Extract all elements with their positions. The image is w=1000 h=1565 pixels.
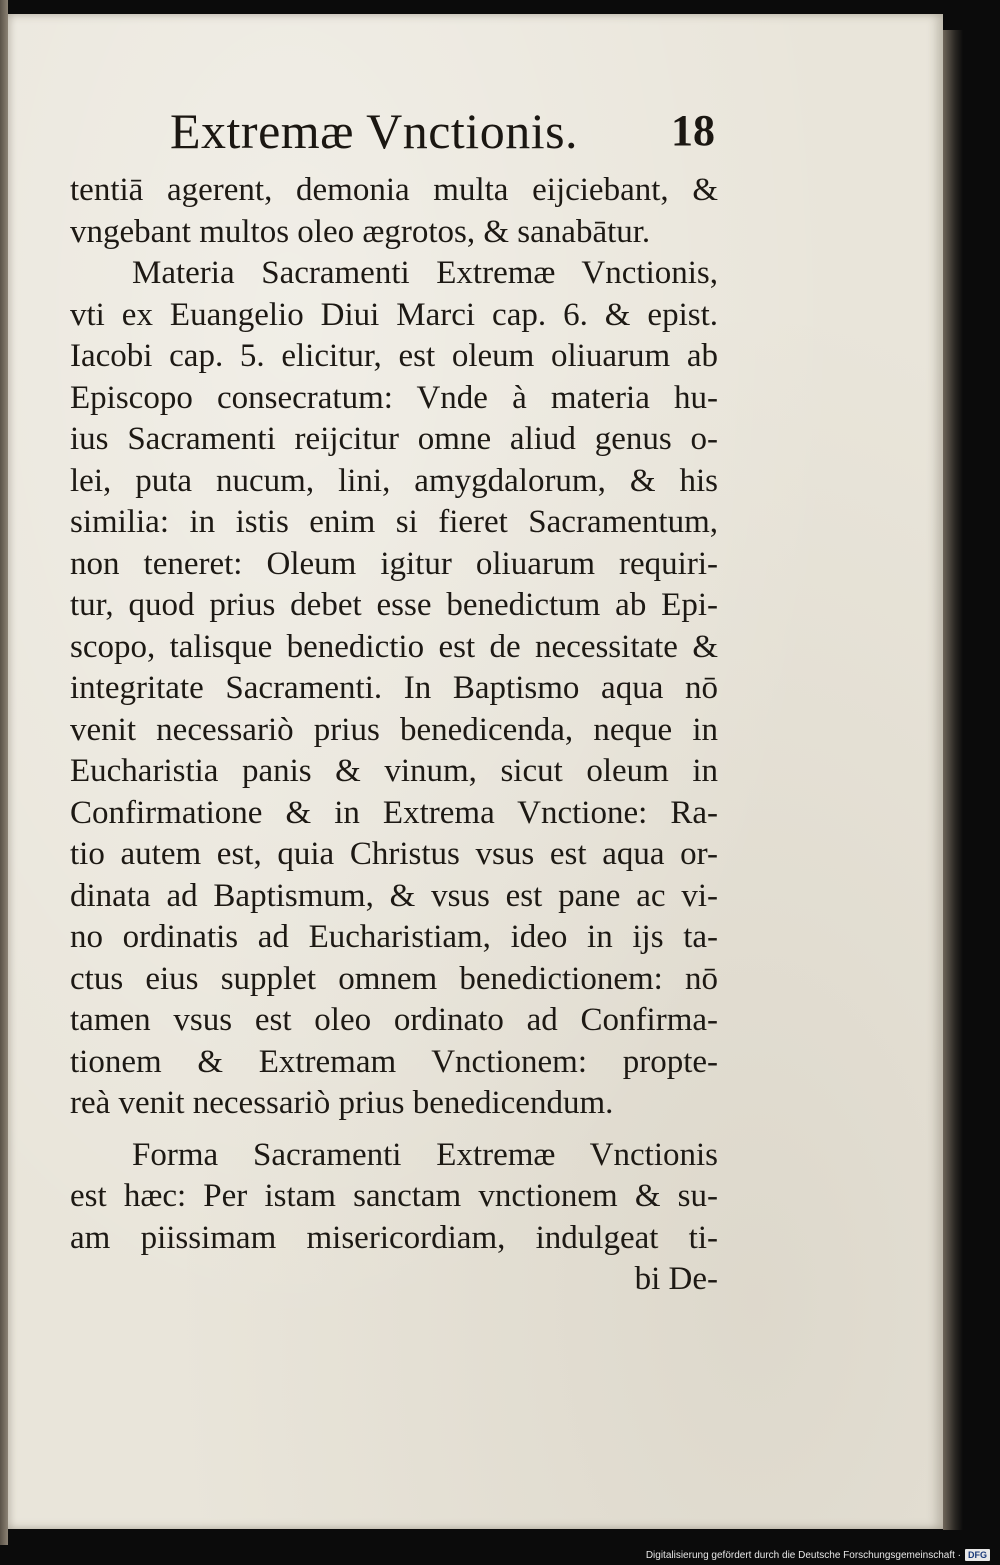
text-line: reà venit necessariò prius benedicendum. (70, 1085, 614, 1121)
paragraph-gap (70, 1125, 718, 1135)
catchword: bi De- (634, 1261, 718, 1297)
paragraph-start-line: Forma Sacramenti Extremæ Vnctionis (132, 1136, 718, 1173)
page-edge-left (0, 0, 8, 1545)
text-line: non teneret: Oleum igitur oliuarum requiri- (70, 545, 718, 582)
text-line: vngebant multos oleo ægrotos, & sanabātur. (70, 213, 651, 250)
text-line: similia: in istis enim si fieret Sacramentum, (70, 504, 718, 540)
text-line: scopo, talisque benedictio est de necessitate & (70, 628, 718, 665)
text-line: tionem & Extremam Vnctionem: propte- (70, 1043, 718, 1080)
text-line: Iacobi cap. 5. elicitur, est oleum oliuarum ab (70, 338, 718, 374)
body-text (70, 170, 718, 1301)
text-line: no ordinatis ad Eucharistiam, ideo in ijs ta- (70, 919, 718, 955)
running-head (170, 100, 715, 162)
text-line: am piissimam misericordiam, indulgeat ti- (70, 1219, 718, 1256)
digitization-credit (646, 1548, 990, 1562)
text-line: lei, puta nucum, lini, amygdalorum, & his (70, 462, 718, 499)
text-line: venit necessariò prius benedicenda, neque in (70, 711, 718, 748)
text-line: tio autem est, quia Christus vsus est aqua or- (70, 836, 718, 872)
text-line: ius Sacramenti reijcitur omne aliud genus o- (70, 421, 718, 457)
running-title: Extremæ Vnctionis. (170, 103, 579, 159)
page-edge-right (943, 30, 963, 1530)
text-line: est hæc: Per istam sanctam vnctionem & su- (70, 1178, 718, 1214)
text-line: Confirmatione & in Extrema Vnctione: Ra- (70, 794, 718, 831)
paragraph-start-line: Materia Sacramenti Extremæ Vnctionis, (132, 255, 718, 291)
dfg-logo-icon: DFG (965, 1549, 990, 1561)
text-line: Eucharistia panis & vinum, sicut oleum in (70, 753, 718, 789)
credit-text: Digitalisierung gefördert durch die Deutsche Forschungsgemeinschaft · (645, 1549, 961, 1561)
text-line: tamen vsus est oleo ordinato ad Confirma- (70, 1002, 718, 1038)
text-line: ctus eius supplet omnem benedictionem: nō (70, 960, 718, 997)
text-line: dinata ad Baptismum, & vsus est pane ac vi- (70, 877, 718, 914)
text-line: Episcopo consecratum: Vnde à materia hu- (70, 379, 718, 416)
text-line: tentiā agerent, demonia multa eijciebant, & (70, 172, 718, 208)
text-line: integritate Sacramenti. In Baptismo aqua nō (70, 670, 718, 706)
text-line: vti ex Euangelio Diui Marci cap. 6. & epist. (70, 296, 718, 333)
page-number: 18 (671, 106, 715, 155)
text-line: tur, quod prius debet esse benedictum ab Epi- (70, 587, 718, 623)
